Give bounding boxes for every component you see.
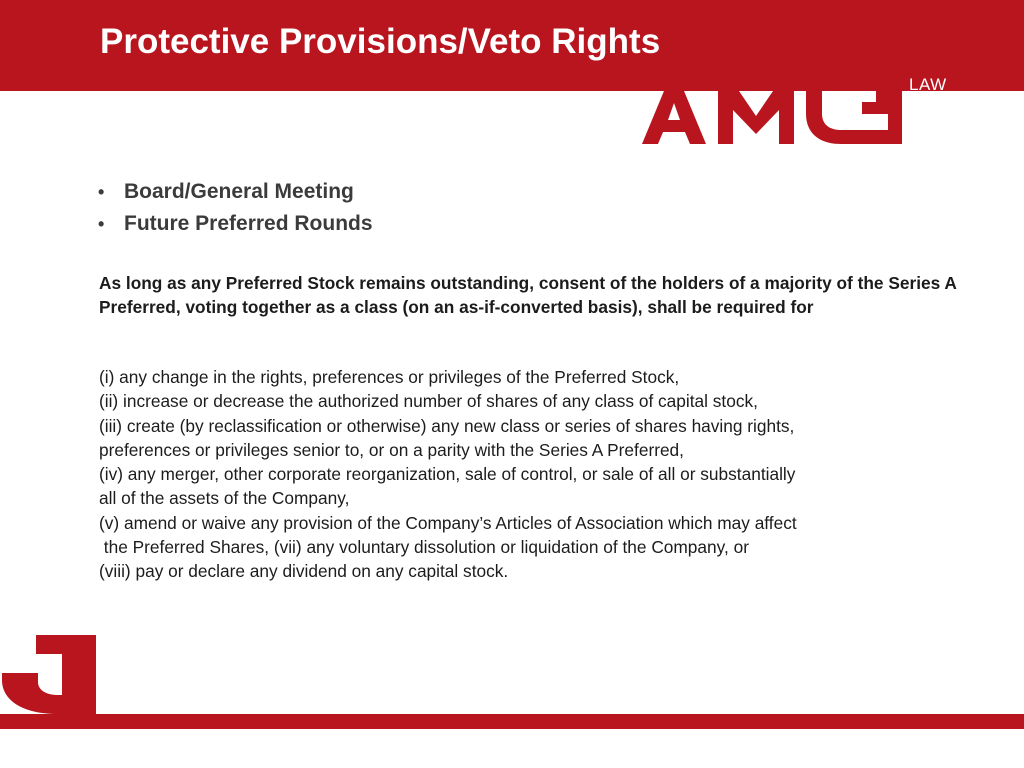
provision-line: (i) any change in the rights, preferences or privileges of the Preferred Stock, [99, 367, 680, 387]
provision-line: (ii) increase or decrease the authorized number of shares of any class of capital stock, [99, 391, 758, 412]
amg-logo [636, 88, 906, 146]
bullet-dot-icon: • [98, 182, 105, 202]
slide-title: Protective Provisions/Veto Rights [100, 22, 661, 61]
intro-paragraph: As long as any Preferred Stock remains outstanding, consent of the holders of a majority of the Series A Preferred, voting together as a class (on an as-if-converted basis), shall be required for [99, 273, 957, 317]
bullet-list [98, 176, 373, 240]
provision-line: (iv) any merger, other corporate reorganization, sale of control, or sale of all or substantially [99, 464, 796, 485]
provision-line: the Preferred Shares, (vii) any voluntary dissolution or liquidation of the Company, or [99, 537, 749, 558]
bullet-item [98, 208, 373, 240]
logo-letter-m [718, 91, 794, 144]
bullet-text: Future Preferred Rounds [124, 212, 373, 235]
provision-line: (v) amend or waive any provision of the Company’s Articles of Association which may affect [99, 512, 797, 533]
bullet-text: Board/General Meeting [124, 180, 354, 203]
provision-line: (viii) pay or declare any dividend on any capital stock. [99, 561, 509, 582]
bullet-dot-icon: • [98, 214, 105, 234]
provisions-list [99, 365, 959, 584]
footer-band [0, 714, 1024, 729]
footer-logo-mark [0, 632, 100, 716]
provision-line: preferences or privileges senior to, or on a parity with the Series A Preferred, [99, 439, 684, 460]
provision-line: all of the assets of the Company, [99, 488, 350, 509]
provision-line: (iii) create (by reclassification or otherwise) any new class or series of shares having rights, [99, 415, 795, 436]
logo-letter-g [806, 91, 902, 144]
bullet-item [98, 176, 373, 208]
logo-law-text: LAW [909, 75, 947, 94]
